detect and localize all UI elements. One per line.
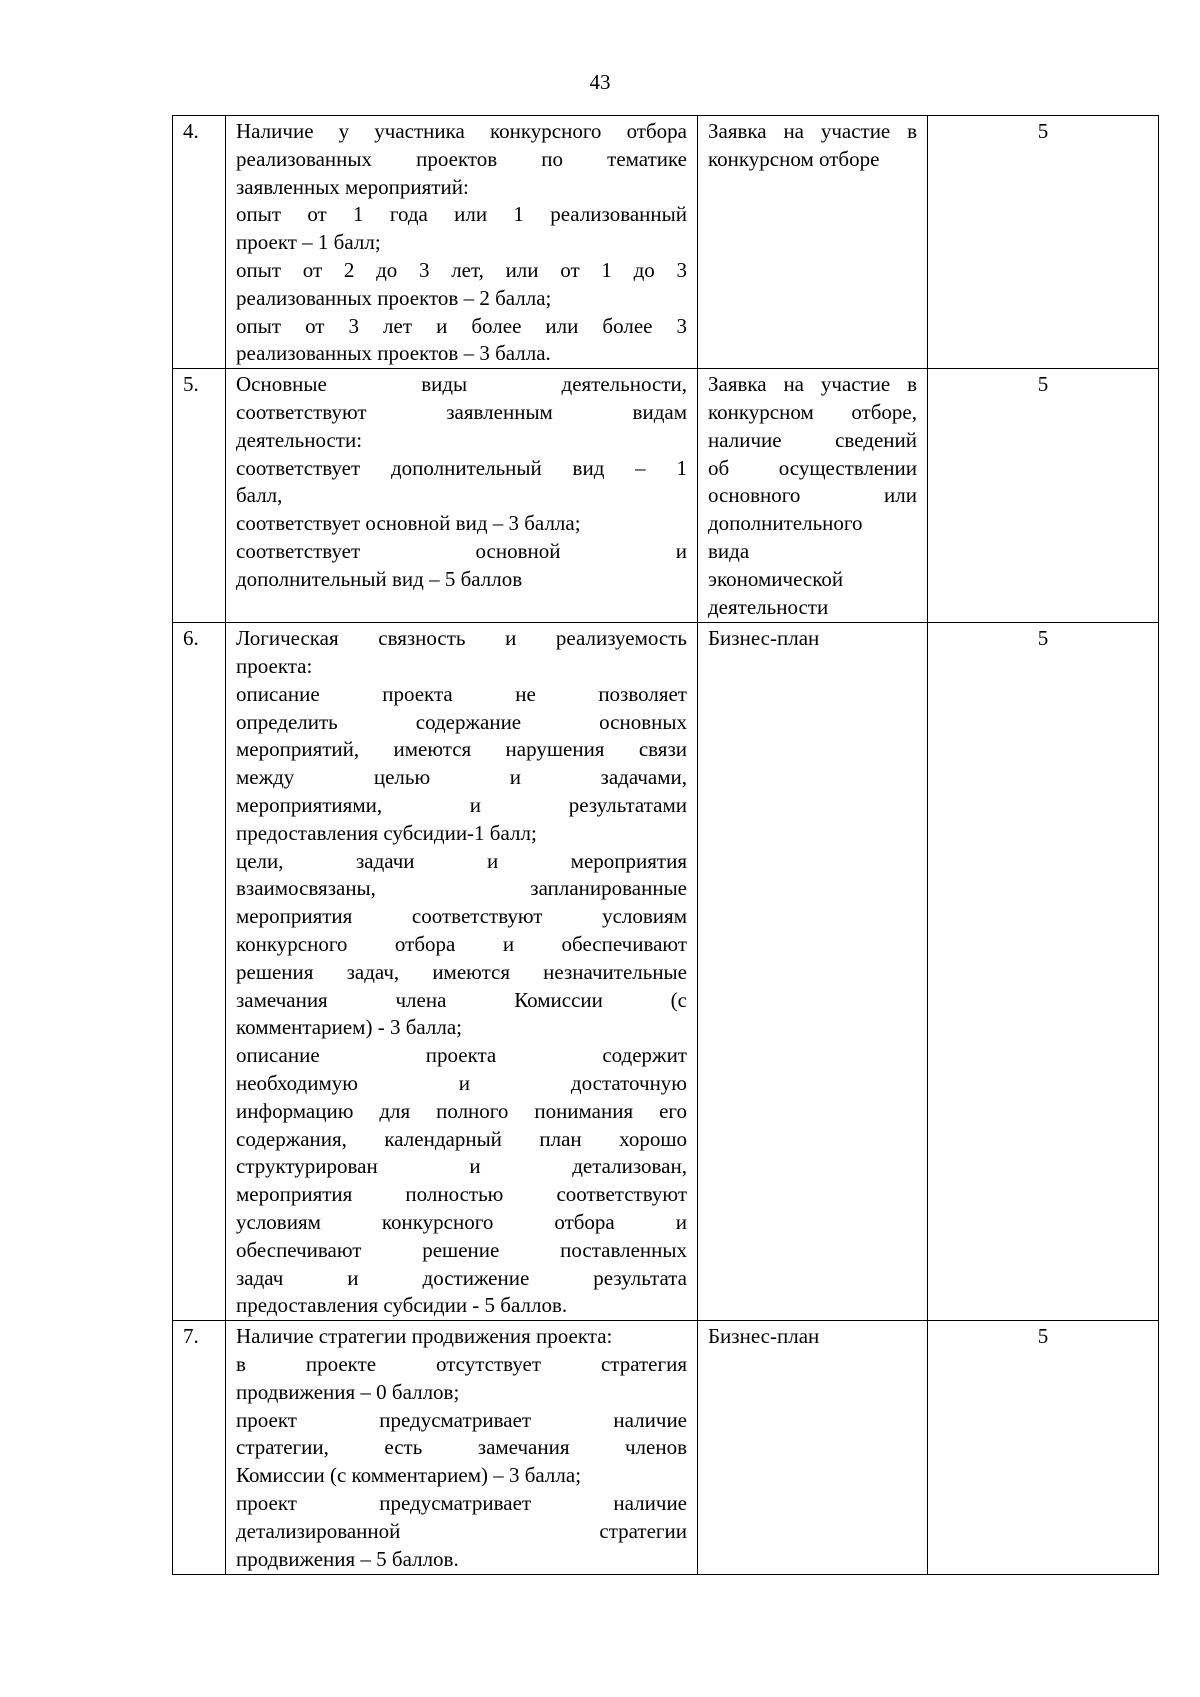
- criterion-line: информацию для полного понимания его: [236, 1098, 687, 1123]
- source-line: Заявка на участие в: [708, 119, 917, 143]
- source-line: Бизнес-план: [708, 626, 820, 651]
- row-number: 5.: [173, 369, 226, 623]
- criterion-line: решения задач, имеются незначительные: [236, 959, 687, 984]
- criterion-line: замечания члена Комиссии (с: [236, 987, 687, 1012]
- max-score: 5: [928, 116, 1159, 369]
- criterion-line: проект предусматривает наличие: [236, 1490, 687, 1515]
- source-line: деятельности: [708, 594, 829, 619]
- criterion-line: опыт от 2 до 3 лет, или от 1 до 3: [236, 257, 687, 282]
- criterion-line: соответствует основной и: [236, 538, 687, 563]
- criterion-line: предоставления субсидии - 5 баллов.: [236, 1293, 568, 1318]
- page-number: 43: [589, 70, 611, 94]
- criterion-line: стратегии, есть замечания членов: [236, 1435, 687, 1460]
- criterion-line: детализированной стратегии: [236, 1518, 687, 1543]
- source-line: дополнительного: [708, 511, 863, 536]
- source-line: об осуществлении: [708, 455, 917, 480]
- criterion-line: обеспечивают решение поставленных: [236, 1237, 687, 1262]
- source-line: конкурсном отборе,: [708, 399, 917, 424]
- source-document-cell: [698, 623, 928, 1321]
- source-document-cell: [698, 116, 928, 369]
- criterion-line: заявленных мероприятий:: [236, 174, 469, 199]
- criterion-line: опыт от 3 лет и более или более 3: [236, 313, 687, 338]
- row-number: 6.: [173, 623, 226, 1321]
- criterion-line: между целью и задачами,: [236, 765, 687, 790]
- criterion-line: содержания, календарный план хорошо: [236, 1126, 687, 1151]
- source-line: конкурсном отборе: [708, 146, 880, 171]
- criterion-line: опыт от 1 года или 1 реализованный: [236, 202, 687, 227]
- source-line: основного или: [708, 483, 917, 508]
- criterion-line: реализованных проектов по тематике: [236, 146, 687, 171]
- criterion-line: мероприятиями, и результатами: [236, 792, 687, 817]
- source-line: Бизнес-план: [708, 1324, 820, 1349]
- max-score: 5: [928, 1321, 1159, 1575]
- criterion-line: мероприятия соответствуют условиям: [236, 904, 687, 929]
- criterion-line: Наличие у участника конкурсного отбора: [236, 119, 687, 143]
- criterion-line: взаимосвязаны, запланированные: [236, 876, 687, 901]
- criterion-line: Логическая связность и реализуемость: [236, 626, 687, 651]
- criterion-line: мероприятия полностью соответствуют: [236, 1182, 687, 1207]
- criterion-line: задач и достижение результата: [236, 1265, 687, 1290]
- criterion-line: соответствует основной вид – 3 балла;: [236, 511, 581, 536]
- criterion-line: проекта:: [236, 653, 313, 678]
- table-row: [173, 116, 1159, 369]
- criterion-line: дополнительный вид – 5 баллов: [236, 566, 523, 591]
- criterion-cell: [226, 369, 698, 623]
- criterion-cell: [226, 623, 698, 1321]
- criterion-line: необходимую и достаточную: [236, 1070, 687, 1095]
- row-number: 7.: [173, 1321, 226, 1575]
- criterion-line: реализованных проектов – 3 балла.: [236, 341, 551, 366]
- criterion-line: условиям конкурсного отбора и: [236, 1209, 687, 1234]
- criterion-cell: [226, 116, 698, 369]
- criterion-line: определить содержание основных: [236, 709, 687, 734]
- criterion-line: реализованных проектов – 2 балла;: [236, 285, 552, 310]
- source-line: вида: [708, 538, 750, 563]
- source-line: экономической: [708, 566, 844, 591]
- criterion-line: описание проекта не позволяет: [236, 681, 687, 706]
- criterion-line: Основные виды деятельности,: [236, 372, 687, 397]
- table-row: [173, 369, 1159, 623]
- criterion-line: проект – 1 балл;: [236, 230, 381, 255]
- criterion-line: конкурсного отбора и обеспечивают: [236, 931, 687, 956]
- max-score: 5: [928, 369, 1159, 623]
- criteria-table-body: [173, 116, 1159, 1575]
- criterion-line: комментарием) - 3 балла;: [236, 1015, 463, 1040]
- criterion-line: описание проекта содержит: [236, 1043, 687, 1068]
- criterion-line: предоставления субсидии-1 балл;: [236, 820, 537, 845]
- row-number: 4.: [173, 116, 226, 369]
- criterion-line: Наличие стратегии продвижения проекта:: [236, 1324, 613, 1349]
- criterion-line: деятельности:: [236, 427, 363, 452]
- criterion-line: балл,: [236, 483, 283, 508]
- criterion-line: продвижения – 5 баллов.: [236, 1546, 459, 1571]
- criterion-line: проект предусматривает наличие: [236, 1407, 687, 1432]
- source-line: наличие сведений: [708, 427, 917, 452]
- max-score: 5: [928, 623, 1159, 1321]
- source-line: Заявка на участие в: [708, 372, 917, 397]
- criterion-line: соответствует дополнительный вид – 1: [236, 455, 687, 480]
- criterion-cell: [226, 1321, 698, 1575]
- source-document-cell: [698, 1321, 928, 1575]
- criterion-line: продвижения – 0 баллов;: [236, 1379, 460, 1404]
- criterion-line: соответствуют заявленным видам: [236, 399, 687, 424]
- source-document-cell: [698, 369, 928, 623]
- criterion-line: Комиссии (с комментарием) – 3 балла;: [236, 1463, 582, 1488]
- criterion-line: цели, задачи и мероприятия: [236, 848, 687, 873]
- table-row: [173, 1321, 1159, 1575]
- criteria-table: [172, 115, 1159, 1575]
- criterion-line: мероприятий, имеются нарушения связи: [236, 737, 687, 762]
- criterion-line: структурирован и детализован,: [236, 1154, 687, 1179]
- table-row: [173, 623, 1159, 1321]
- criterion-line: в проекте отсутствует стратегия: [236, 1351, 687, 1376]
